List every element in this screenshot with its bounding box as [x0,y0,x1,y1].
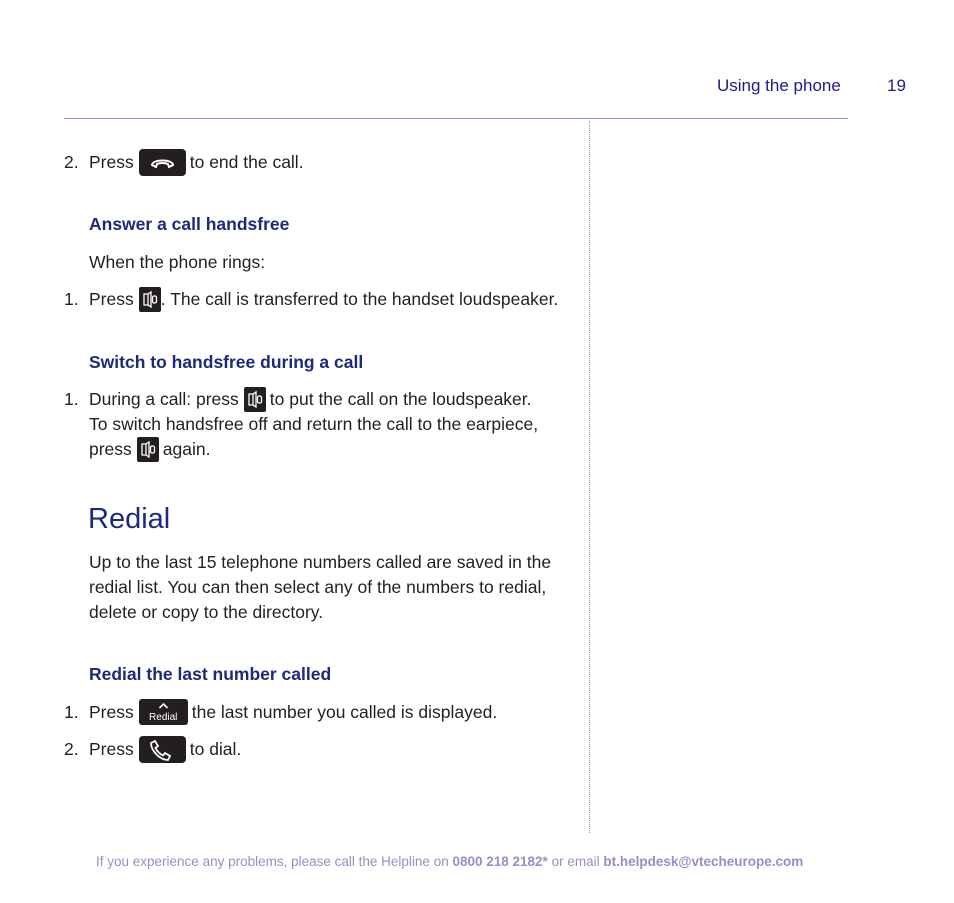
redial-step-2 [89,736,241,763]
step-text: to dial. [189,739,242,759]
step-text: Press [89,289,134,309]
step-number: 2. [64,739,79,759]
handsfree-speaker-icon [244,387,266,412]
step-text: to end the call. [189,152,304,172]
redial-step-1 [89,699,497,725]
section-heading-redial: Redial [88,503,171,535]
footer-phone: 0800 218 2182* [452,854,548,869]
step-text: Press [89,739,134,759]
header-divider [64,118,848,119]
end-call-handset-icon [139,149,186,176]
end-call-step [89,149,304,176]
step-number: 1. [64,289,79,309]
redial-paragraph-line-3: delete or copy to the directory. [89,602,324,622]
footer-middle: or email [547,854,604,869]
page-number: 19 [887,76,906,95]
redial-key-label: Redial [149,712,178,723]
step-number: 1. [64,702,79,722]
answer-handsfree-step [89,287,558,312]
talk-handset-icon [139,736,186,763]
step-text: press [89,439,132,459]
switch-handsfree-line-3 [89,437,210,462]
handsfree-speaker-icon [139,287,161,312]
step-text: During a call: press [89,389,239,409]
switch-handsfree-line-1 [89,387,532,412]
step-text: . The call is transferred to the handset loudspeaker. [160,289,559,309]
redial-paragraph-line-1: Up to the last 15 telephone numbers called are saved in the [89,552,552,572]
footer-helpline [96,854,803,869]
running-header-section: Using the phone [717,76,841,95]
redial-paragraph-line-2: redial list. You can then select any of the numbers to redial, [89,577,547,597]
switch-handsfree-line-2: To switch handsfree off and return the call to the earpiece, [89,414,539,434]
intro-text: When the phone rings: [89,252,266,272]
subheading-redial-last: Redial the last number called [89,664,332,684]
handsfree-speaker-icon [137,437,159,462]
step-text: to put the call on the loudspeaker. [269,389,532,409]
step-number: 2. [64,152,79,172]
step-text: again. [162,439,211,459]
step-text: the last number you called is displayed. [191,701,498,722]
redial-up-arrow-icon [139,699,188,725]
column-divider [589,121,590,833]
subheading-answer-handsfree: Answer a call handsfree [89,214,290,234]
step-text: Press [89,701,134,722]
step-number: 1. [64,389,79,409]
footer-prefix: If you experience any problems, please call the Helpline on [96,854,453,869]
footer-email[interactable]: bt.helpdesk@vtecheurope.com [603,854,804,869]
step-text: Press [89,152,134,172]
subheading-switch-handsfree: Switch to handsfree during a call [89,352,364,372]
